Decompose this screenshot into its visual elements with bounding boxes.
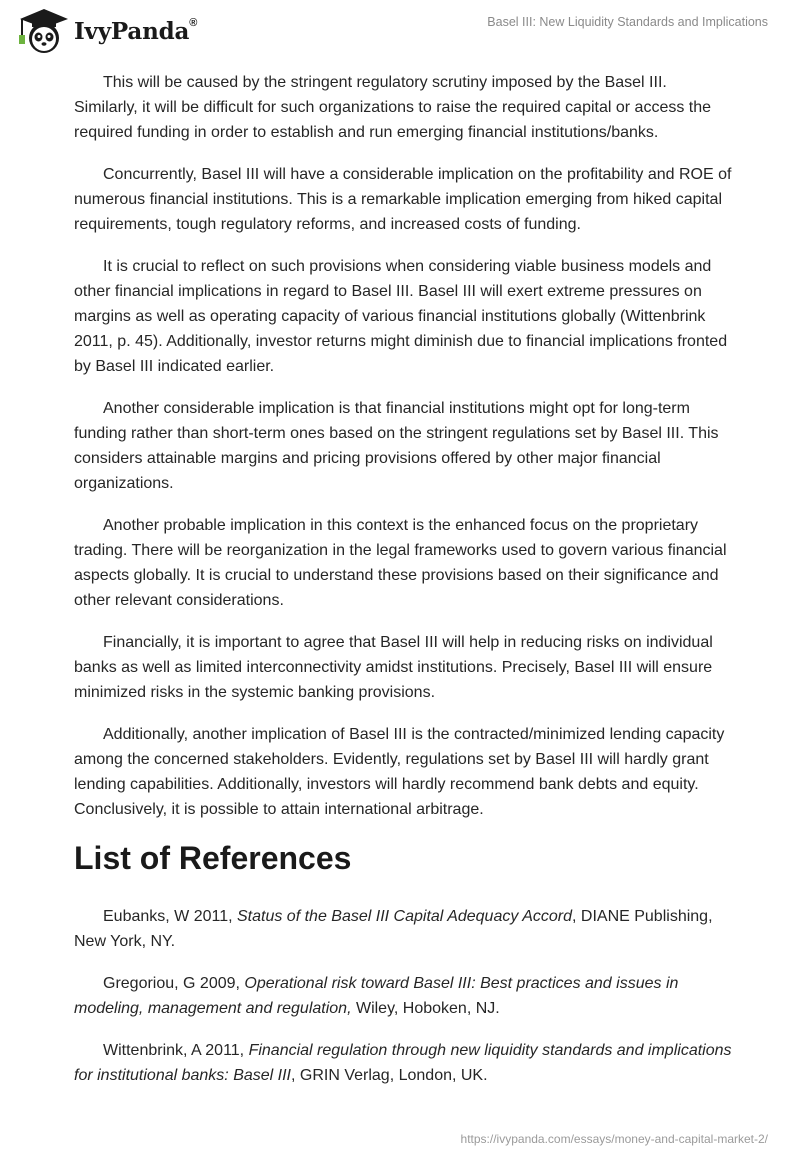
- essay-body: [74, 70, 734, 1105]
- paragraph: Additionally, another implication of Basel III is the contracted/minimized lending capacity among the concerned stakeholders. Evidently, regulations set by Basel III will hardly grant lending capabilities. Additionally, investors will hardly recommend bank debts and equity. Conclusively, it is possible to attain international arbitrage.: [74, 726, 725, 818]
- paragraph: This will be caused by the stringent regulatory scrutiny imposed by the Basel III. Similarly, it will be difficult for such organizations to raise the required capital or access the required funding in order to establish and run emerging financial institutions/banks.: [74, 74, 712, 141]
- reference-item: [74, 971, 734, 1021]
- paragraph: Another considerable implication is that financial institutions might opt for long-term funding rather than short-term ones based on the stringent regulations set by Basel III. This considers attainable margins and pricing provisions offered by other major financial organizations.: [74, 400, 719, 492]
- panda-graduate-icon: [14, 6, 70, 56]
- brand-name: IvyPanda®: [74, 16, 198, 45]
- reference-title: Financial regulation through new liquidity standards and implications for institutional banks: Basel III: [74, 1042, 732, 1084]
- reference-publisher: , GRIN Verlag, London, UK.: [291, 1067, 488, 1084]
- paragraph: Another probable implication in this context is the enhanced focus on the proprietary trading. There will be reorganization in the legal frameworks used to govern various financial aspects globally. It is crucial to understand these provisions based on their significance and other relevant considerations.: [74, 517, 727, 609]
- references-heading: List of References: [74, 840, 352, 876]
- source-url-link[interactable]: https://ivypanda.com/essays/money-and-capital-market-2/: [460, 1132, 768, 1146]
- reference-title: Status of the Basel III Capital Adequacy Accord: [237, 908, 572, 925]
- reference-author: Gregoriou, G 2009,: [103, 975, 245, 992]
- reference-author: Wittenbrink, A 2011,: [103, 1042, 249, 1059]
- paragraph: It is crucial to reflect on such provisions when considering viable business models and other financial implications in regard to Basel III. Basel III will exert extreme pressures on margins as well as operating capacity of various financial institutions globally (Wittenbrink 2011, p. 45). Additionally, investor returns might diminish due to financial implications fronted by Basel III indicated earlier.: [74, 258, 728, 375]
- registered-mark: ®: [189, 16, 198, 29]
- reference-publisher: , DIANE Publishing, New York, NY.: [74, 908, 713, 950]
- running-title: Basel III: New Liquidity Standards and Implications: [487, 15, 768, 29]
- paragraph: Concurrently, Basel III will have a considerable implication on the profitability and ROE of numerous financial institutions. This is a remarkable implication emerging from hiked capital requirements, tough regulatory reforms, and increased costs of funding.: [74, 166, 732, 233]
- reference-title: Operational risk toward Basel III: Best practices and issues in modeling, management and regulation,: [74, 975, 679, 1017]
- ivypanda-logo[interactable]: [14, 6, 197, 56]
- page-header: [0, 0, 800, 60]
- reference-publisher: Wiley, Hoboken, NJ.: [351, 1000, 500, 1017]
- reference-item: [74, 1038, 734, 1088]
- paragraph: Financially, it is important to agree that Basel III will help in reducing risks on individual banks as well as limited interconnectivity amidst institutions. Precisely, Basel III will ensure minimized risks in the systemic banking provisions.: [74, 634, 713, 701]
- reference-item: [74, 904, 734, 954]
- reference-author: Eubanks, W 2011,: [103, 908, 237, 925]
